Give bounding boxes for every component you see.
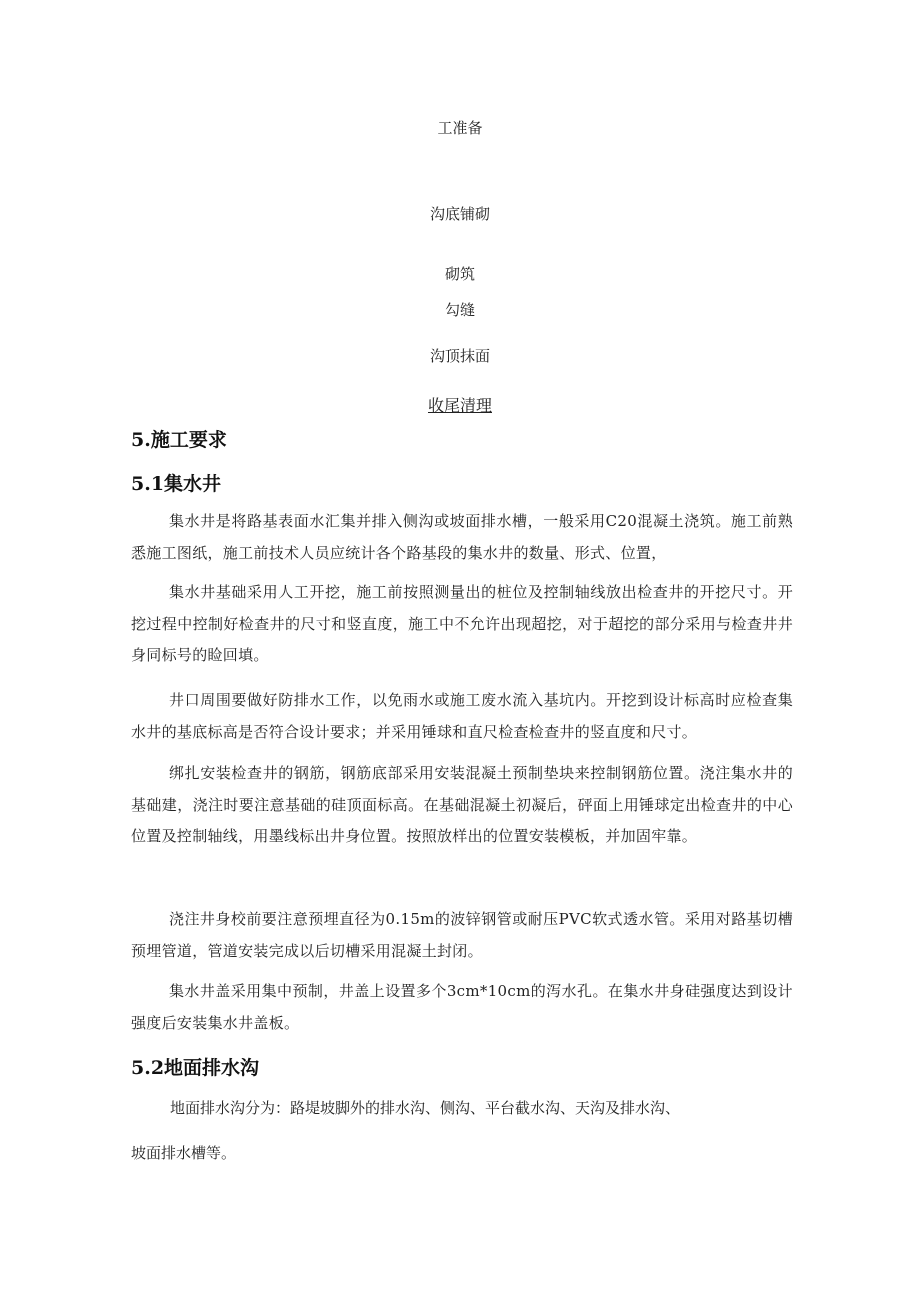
flow-step-cleanup xyxy=(0,396,920,416)
flow-step-prep: 工准备 xyxy=(437,119,483,137)
paragraph-1 xyxy=(131,506,793,569)
paragraph-2 xyxy=(131,577,793,672)
flow-step-pointing: 勾缝 xyxy=(444,301,475,319)
section-title-5-2: 5.2地面排水沟 xyxy=(131,1057,260,1079)
paragraph-1-text: 集水井是将路基表面水汇集并排入侧沟或坡面排水槽，一般采用C20混凝土浇筑。施工前熟悉施工图纸，施工前技术人员应统计各个路基段的集水井的数量、形式、位置， xyxy=(131,512,793,562)
paragraph-4 xyxy=(131,758,793,853)
paragraph-6 xyxy=(131,976,793,1039)
paragraph-3-text: 井口周围要做好防排水工作，以免雨水或施工废水流入基坑内。开挖到设计标高时应检查集水井的基底标高是否符合设计要求；并采用锤球和直尺检查检查井的竖直度和尺寸。 xyxy=(131,691,793,741)
paragraph-7-line-2: 坡面排水槽等。 xyxy=(131,1144,237,1162)
flow-step-masonry: 砌筑 xyxy=(444,265,475,283)
flow-step-cleanup-label: 收尾清理 xyxy=(427,396,492,415)
section-title-5: 5.施工要求 xyxy=(131,429,227,451)
paragraph-4-text: 绑扎安装检查井的钢筋，钢筋底部采用安装混凝土预制垫块来控制钢筋位置。浇注集水井的基础建，浇注时要注意基础的硅顶面标高。在基础混凝土初凝后，砰面上用锤球定出检查井的中心位置及控制轴线，用墨线标出井身位置。按照放样出的位置安装模板，并加固牢靠。 xyxy=(131,764,793,845)
paragraph-3 xyxy=(131,685,793,748)
section-title-5-1: 5.1集水井 xyxy=(131,473,222,495)
flow-step-ditch-bottom: 沟底铺砌 xyxy=(429,205,490,223)
paragraph-5 xyxy=(131,904,793,967)
paragraph-6-text: 集水井盖采用集中预制，井盖上设置多个3cm*10cm的泻水孔。在集水井身硅强度达到设计强度后安装集水井盖板。 xyxy=(131,982,793,1032)
flow-step-plastering: 沟顶抹面 xyxy=(429,347,490,365)
paragraph-5-text: 浇注井身校前要注意预埋直径为0.15m的波锌钢管或耐压PVC软式透水管。采用对路基切槽预埋管道，管道安装完成以后切槽采用混凝土封闭。 xyxy=(131,910,793,960)
paragraph-2-text: 集水井基础采用人工开挖，施工前按照测量出的桩位及控制轴线放出检查井的开挖尺寸。开挖过程中控制好检查井的尺寸和竖直度，施工中不允许出现超挖，对于超挖的部分采用与检查井井身同标号的睑回填。 xyxy=(131,583,793,664)
paragraph-7-line-1: 地面排水沟分为：路堤坡脚外的排水沟、侧沟、平台截水沟、天沟及排水沟、 xyxy=(170,1099,681,1117)
